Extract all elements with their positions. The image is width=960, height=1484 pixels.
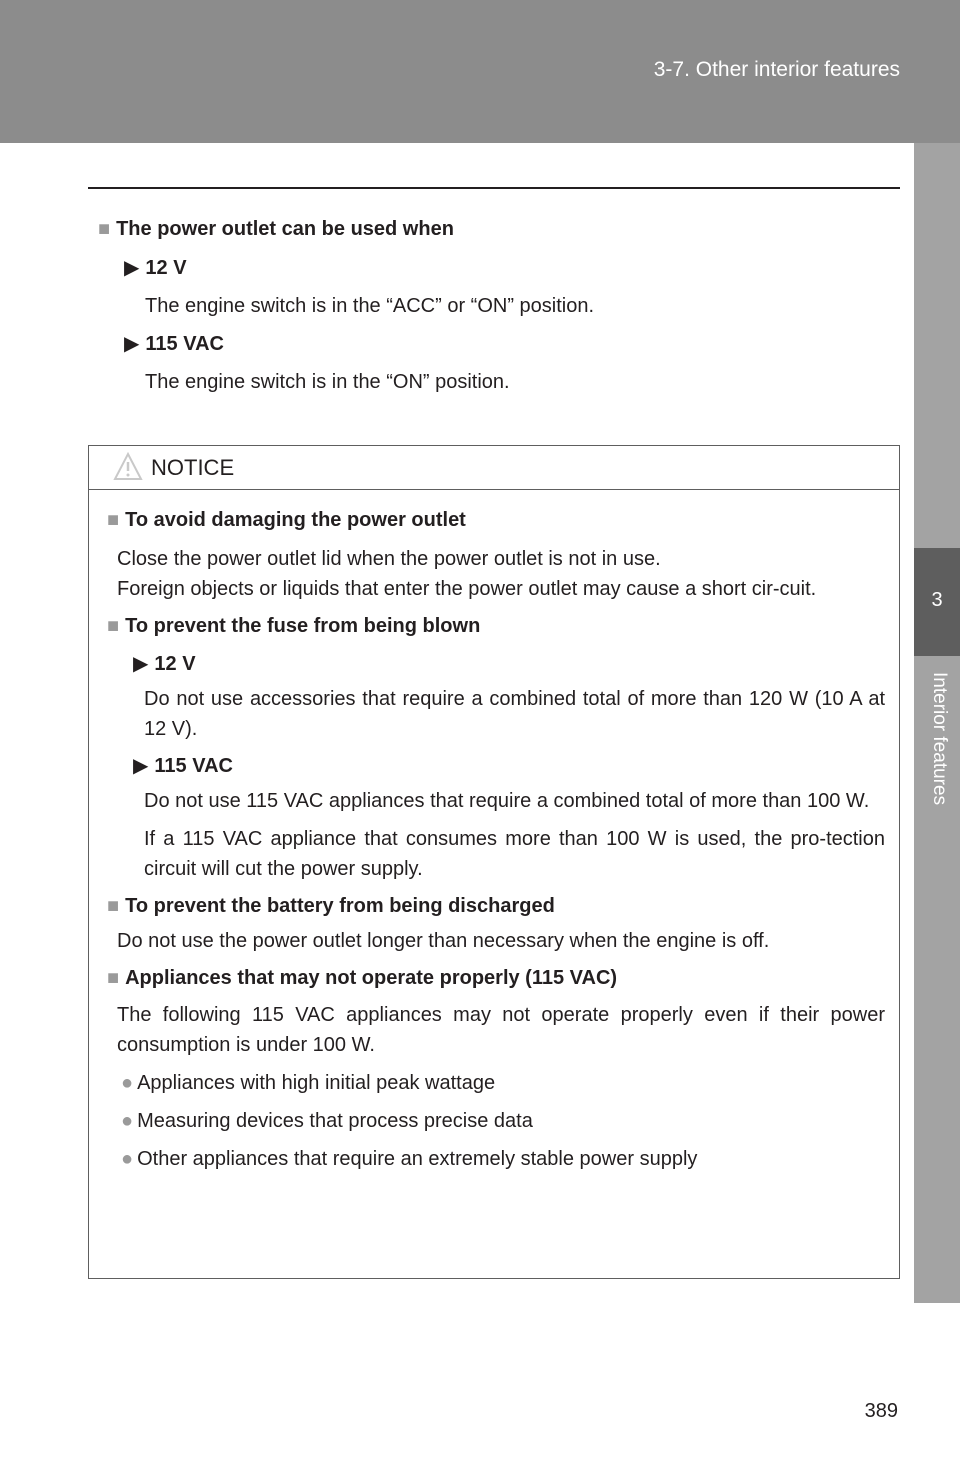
intro-section (98, 215, 888, 397)
circle-bullet-icon: ● (121, 1110, 134, 1132)
intro-heading: ■ The power outlet can be used when (98, 218, 454, 240)
circle-bullet-icon: ● (121, 1148, 134, 1170)
notice-paragraph: Do not use 115 VAC appliances that require a combined total of more than 100 W. (144, 790, 870, 812)
notice-paragraph: The following 115 VAC appliances may not operate properly even if their power consumption is under 100 W. (117, 1004, 885, 1056)
side-tab-chapter-label: Interior features (929, 672, 950, 806)
header-rule (88, 187, 900, 189)
notice-item-115vac-label: ▶ 115 VAC (133, 755, 233, 777)
intro-item-12v-text: The engine switch is in the “ACC” or “ON” position. (145, 295, 595, 317)
notice-box (88, 445, 900, 1279)
list-item: ● Measuring devices that process precise data (121, 1110, 533, 1132)
notice-paragraph: Do not use the power outlet longer than necessary when the engine is off. (117, 930, 770, 952)
notice-paragraph: If a 115 VAC appliance that consumes more than 100 W is used, the pro-tection circuit will cut the power supply. (144, 828, 885, 880)
square-bullet-icon: ■ (107, 895, 120, 917)
intro-item-115vac-text: The engine switch is in the “ON” position. (145, 371, 510, 393)
section-title: 3-7. Other interior features (653, 58, 900, 81)
intro-item-12v-label: ▶ 12 V (124, 257, 187, 279)
intro-item-115vac-label: ▶ 115 VAC (124, 333, 224, 355)
list-item: ● Appliances with high initial peak wattage (121, 1072, 496, 1094)
list-item: ● Other appliances that require an extremely stable power supply (121, 1148, 698, 1170)
page-number: 389 (864, 1400, 898, 1422)
notice-header (89, 446, 899, 490)
arrow-right-icon: ▶ (124, 333, 140, 355)
notice-section-heading: ■ Appliances that may not operate properly (115 VAC) (107, 967, 618, 989)
notice-item-12v-label: ▶ 12 V (133, 653, 196, 675)
notice-title: NOTICE (151, 455, 235, 480)
notice-paragraph: Foreign objects or liquids that enter the power outlet may cause a short cir-cuit. (117, 578, 817, 600)
square-bullet-icon: ■ (107, 509, 120, 531)
notice-body (89, 490, 899, 1174)
square-bullet-icon: ■ (107, 967, 120, 989)
arrow-right-icon: ▶ (133, 653, 149, 675)
notice-section-heading: ■ To avoid damaging the power outlet (107, 509, 466, 531)
side-tab-chapter-number: 3 (931, 589, 943, 611)
arrow-right-icon: ▶ (133, 755, 149, 777)
notice-section-heading: ■ To prevent the fuse from being blown (107, 615, 481, 637)
arrow-right-icon: ▶ (124, 257, 140, 279)
notice-section-heading: ■ To prevent the battery from being discharged (107, 895, 555, 917)
notice-paragraph: Do not use accessories that require a combined total of more than 120 W (10 A at 12 V). (144, 688, 885, 740)
warning-triangle-icon (113, 452, 143, 482)
square-bullet-icon: ■ (98, 218, 111, 240)
square-bullet-icon: ■ (107, 615, 120, 637)
circle-bullet-icon: ● (121, 1072, 134, 1094)
notice-paragraph: Close the power outlet lid when the power outlet is not in use. (117, 548, 661, 570)
